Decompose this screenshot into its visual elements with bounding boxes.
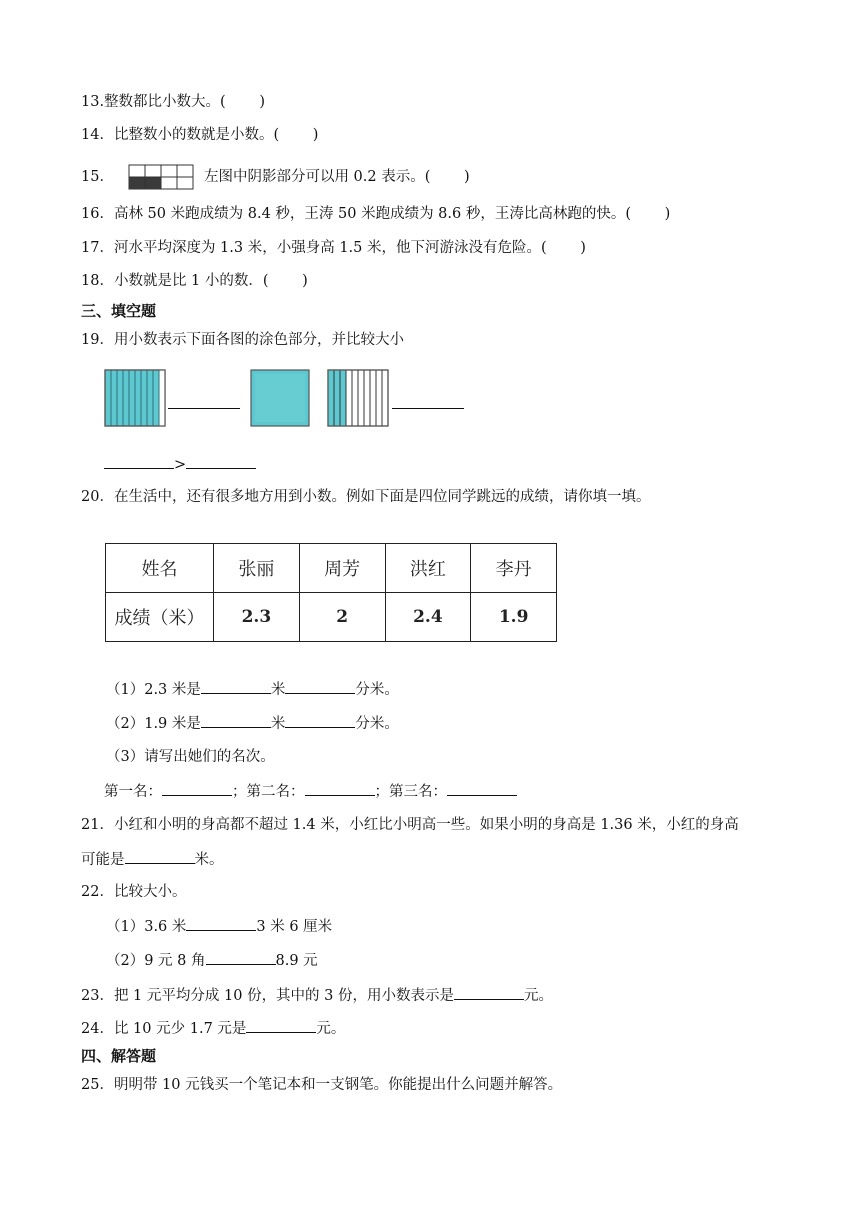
question-20-ranks bbox=[104, 781, 517, 802]
question-22-sub1 bbox=[106, 916, 332, 937]
q22-sub2-a: （2）9 元 8 角 bbox=[106, 953, 206, 969]
section-4-heading: 四、解答题 bbox=[81, 1047, 157, 1065]
question-15-text: 左图中阴影部分可以用 0.2 表示。( ) bbox=[203, 169, 470, 185]
table-header-name: 姓名 bbox=[106, 544, 214, 593]
question-25: 25．明明带 10 元钱买一个笔记本和一支钢笔。你能提出什么问题并解答。 bbox=[81, 1077, 563, 1093]
table-row bbox=[106, 593, 557, 642]
table-header-cell: 周芳 bbox=[299, 544, 385, 593]
q24-text-b: 元。 bbox=[316, 1021, 346, 1037]
figure-striped-mostly-shaded bbox=[104, 369, 166, 427]
q23-text-b: 元。 bbox=[524, 988, 554, 1004]
q22-sub1-b: 3 米 6 厘米 bbox=[256, 919, 333, 935]
answer-blank-rank3[interactable] bbox=[447, 781, 517, 796]
answer-blank[interactable] bbox=[454, 985, 524, 1000]
question-19: 19．用小数表示下面各图的涂色部分，并比较大小 bbox=[81, 332, 404, 348]
question-20: 20．在生活中，还有很多地方用到小数。例如下面是四位同学跳远的成绩，请你填一填。 bbox=[81, 489, 651, 505]
answer-blank[interactable] bbox=[125, 849, 195, 864]
question-18: 18．小数就是比 1 小的数．( ) bbox=[81, 273, 308, 289]
question-15 bbox=[81, 164, 470, 190]
answer-blank[interactable] bbox=[246, 1018, 316, 1033]
question-24 bbox=[81, 1018, 345, 1039]
question-22-sub2 bbox=[106, 950, 318, 971]
question-20-sub1 bbox=[106, 679, 399, 700]
answer-blank-rank2[interactable] bbox=[305, 781, 375, 796]
answer-blank[interactable] bbox=[186, 916, 256, 931]
rank3-label: ；第三名： bbox=[374, 784, 447, 800]
table-cell: 1.9 bbox=[471, 593, 557, 642]
question-21-line1: 21．小红和小明的身高都不超过 1.4 米，小红比小明高一些。如果小明的身高是 1.36 米，小红的身高 bbox=[81, 817, 739, 833]
q19-compare-line bbox=[104, 454, 256, 475]
question-23 bbox=[81, 985, 553, 1006]
rank1-label: 第一名： bbox=[104, 784, 162, 800]
figure-striped-partly-shaded bbox=[327, 369, 389, 427]
answer-blank[interactable] bbox=[285, 679, 355, 694]
question-17: 17．河水平均深度为 1.3 米，小强身高 1.5 米，他下河游泳没有危险。( ) bbox=[81, 240, 586, 256]
question-14: 14．比整数小的数就是小数。( ) bbox=[81, 127, 319, 143]
question-22: 22．比较大小。 bbox=[81, 884, 187, 900]
table-cell: 2.3 bbox=[214, 593, 300, 642]
greater-than-symbol: > bbox=[174, 457, 187, 473]
table-header-cell: 李丹 bbox=[471, 544, 557, 593]
q22-sub1-a: （1）3.6 米 bbox=[106, 919, 187, 935]
answer-blank[interactable] bbox=[201, 679, 271, 694]
sub2-text-b: 米 bbox=[270, 716, 286, 732]
q23-text-a: 23．把 1 元平均分成 10 份，其中的 3 份，用小数表示是 bbox=[81, 988, 455, 1004]
rank2-label: ；第二名： bbox=[232, 784, 305, 800]
long-jump-scores-table bbox=[105, 543, 557, 642]
question-16: 16．高林 50 米跑成绩为 8.4 秒，王涛 50 米跑成绩为 8.6 秒，王涛比高林跑的快。( ) bbox=[81, 206, 671, 222]
answer-blank[interactable] bbox=[201, 713, 271, 728]
sub1-text-c: 分米。 bbox=[355, 682, 399, 698]
table-row-label: 成绩（米） bbox=[106, 593, 214, 642]
question-20-sub3: （3）请写出她们的名次。 bbox=[106, 749, 275, 765]
sub1-text-a: （1）2.3 米是 bbox=[106, 682, 201, 698]
answer-blank[interactable] bbox=[285, 713, 355, 728]
answer-blank-compare-right[interactable] bbox=[186, 454, 256, 469]
table-header-cell: 张丽 bbox=[214, 544, 300, 593]
sub2-text-c: 分米。 bbox=[355, 716, 399, 732]
table-cell: 2.4 bbox=[385, 593, 471, 642]
q24-text-a: 24．比 10 元少 1.7 元是 bbox=[81, 1021, 247, 1037]
q22-sub2-b: 8.9 元 bbox=[275, 953, 318, 969]
figure-full-shaded-square bbox=[250, 369, 310, 427]
table-header-cell: 洪红 bbox=[385, 544, 471, 593]
table-row bbox=[106, 544, 557, 593]
question-15-number: 15． bbox=[81, 169, 114, 185]
answer-blank-rank1[interactable] bbox=[162, 781, 232, 796]
q21-text-b: 米。 bbox=[194, 852, 224, 868]
shaded-grid-icon bbox=[128, 164, 194, 190]
question-20-sub2 bbox=[106, 713, 399, 734]
answer-blank-fig1[interactable] bbox=[168, 394, 240, 409]
question-13: 13.整数都比小数大。( ) bbox=[81, 94, 265, 110]
section-3-heading: 三、填空题 bbox=[81, 302, 157, 320]
answer-blank-fig3[interactable] bbox=[392, 394, 464, 409]
answer-blank-compare-left[interactable] bbox=[104, 454, 174, 469]
sub2-text-a: （2）1.9 米是 bbox=[106, 716, 201, 732]
answer-blank[interactable] bbox=[206, 950, 276, 965]
table-cell: 2 bbox=[299, 593, 385, 642]
q21-text-a: 可能是 bbox=[81, 852, 125, 868]
question-21-line2 bbox=[81, 849, 224, 870]
sub1-text-b: 米 bbox=[270, 682, 286, 698]
